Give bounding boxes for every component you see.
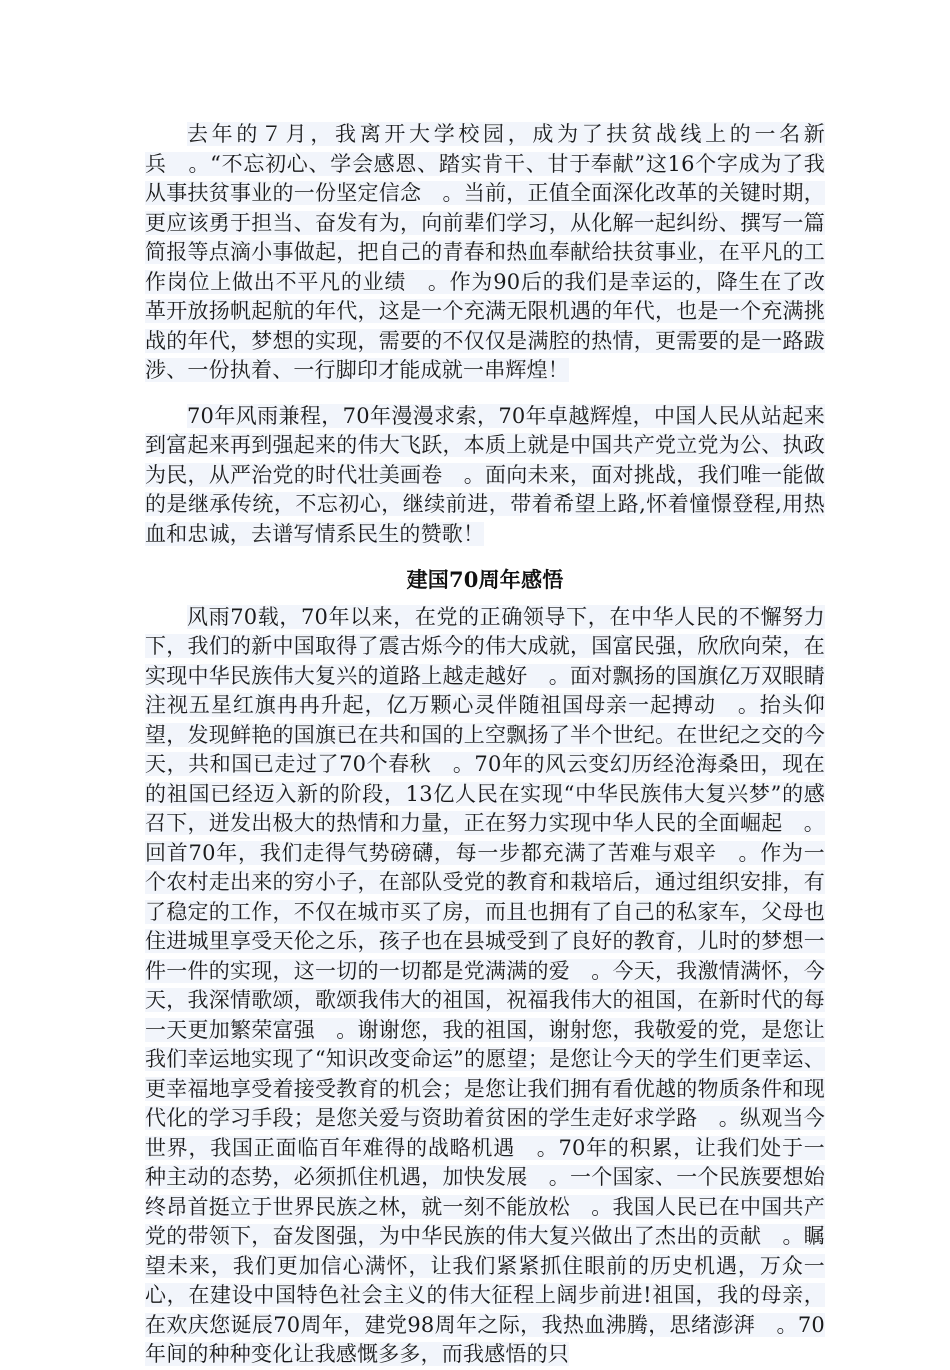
body-spacer: [145, 595, 825, 603]
document-content: [145, 120, 825, 1370]
body-paragraph: [145, 603, 825, 1370]
paragraph-1: [145, 120, 825, 386]
paragraph-spacer: [145, 386, 825, 402]
body-paragraph-text: 风雨70载，70年以来，在党的正确领导下，在中华人民的不懈努力下，我们的新中国取得了震古烁今的伟大成就，国富民强，欣欣向荣，在实现中华民族伟大复兴的道路上越走越好 。面对飘扬的国旗亿万双眼睛注视五星红旗冉冉升起，亿万颗心灵伴随祖国母亲一起搏动 。抬头仰望，发现鲜艳的国旗已在共和国的上空飘扬了半个世纪。在世纪之交的今天，共和国已走过了70个春秋 。70年的风云变幻历经沧海桑田，现在的祖国已经迈入新的阶段，13亿人民在实现“中华民族伟大复兴梦”的感召下，迸发出极大的热情和力量，正在努力实现中华人民的全面崛起 。回首70年，我们走得气势磅礴，每一步都充满了苦难与艰辛 。作为一个农村走出来的穷小子，在部队受党的教育和栽培后，通过组织安排，有了稳定的工作，不仅在城市买了房，而且也拥有了自己的私家车，父母也住进城里享受天伦之乐，孩子也在县城受到了良好的教育，儿时的梦想一件一件的实现，这一切的一切都是党满满的爱 。今天，我激情满怀，今天，我深情歌颂，歌颂我伟大的祖国，祝福我伟大的祖国，在新时代的每一天更加繁荣富强 。谢谢您，我的祖国，谢射您，我敬爱的党，是您让我们幸运地实现了“知识改变命运”的愿望；是您让今天的学生们更幸运、更幸福地享受着接受教育的机会；是您让我们拥有看优越的物质条件和现代化的学习手段；是您关爱与资助着贫困的学生走好求学路 。纵观当今世界，我国正面临百年难得的战略机遇 。70年的积累，让我们处于一种主动的态势，必须抓住机遇，加快发展 。一个国家、一个民族要想始终昂首挺立于世界民族之林，就一刻不能放松 。我国人民已在中国共产党的带领下，奋发图强，为中华民族的伟大复兴做出了杰出的贡献 。瞩望未来，我们更加信心满怀，让我们紧紧抓住眼前的历史机遇，万众一心，在建设中国特色社会主义的伟大征程上阔步前进!祖国，我的母亲，在欢庆您诞辰70周年，建党98周年之际，我热血沸腾，思绪澎湃 。70年间的种种变化让我感慨多多，而我感悟的只: [145, 604, 825, 1366]
paragraph-1-text: 去年的７月，我离开大学校园，成为了扶贫战线上的一名新兵 。“不忘初心、学会感恩、踏实肯干、甘于奉献”这16个字成为了我从事扶贫事业的一份坚定信念 。当前，正值全面深化改革的关键时期，更应该勇于担当、奋发有为，向前辈们学习，从化解一起纠纷、撰写一篇简报等点滴小事做起，把自己的青春和热血奉献给扶贫事业，在平凡的工作岗位上做出不平凡的业绩 。作为90后的我们是幸运的，降生在了改革开放扬帆起航的年代，这是一个充满无限机遇的年代，也是一个充满挑战的年代，梦想的实现，需要的不仅仅是满腔的热情，更需要的是一路跋涉、一份执着、一行脚印才能成就一串辉煌！: [145, 122, 825, 382]
section-heading: 建国70周年感悟: [406, 567, 564, 592]
paragraph-2-text: 70年风雨兼程，70年漫漫求索，70年卓越辉煌，中国人民从站起来到富起来再到强起来的伟大飞跃，本质上就是中国共产党立党为公、执政为民，从严治党的时代壮美画卷 。面向未来，面对挑战，我们唯一能做的是继承传统，不忘初心，继续前进，带着希望上路,怀着憧憬登程,用热血和忠诚，去谱写情系民生的赞歌！: [145, 403, 825, 546]
heading-spacer: [145, 549, 825, 565]
paragraph-2: [145, 402, 825, 550]
